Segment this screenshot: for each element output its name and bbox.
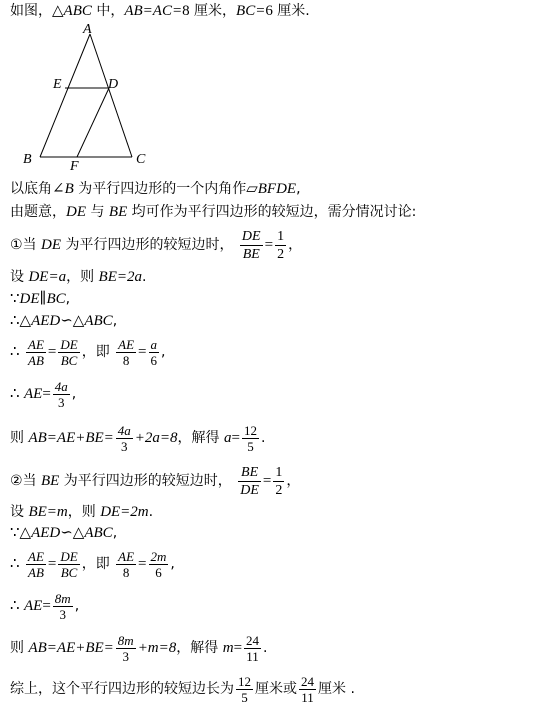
case1-solve [10, 418, 265, 458]
unit-cm-1: 厘米， [189, 3, 237, 19]
comma: ， [286, 473, 301, 489]
ratio-de-be [240, 228, 263, 263]
comma: , [296, 181, 301, 197]
equals: = [231, 430, 240, 446]
value-8: 8 [182, 3, 190, 19]
frac-den: 8 [122, 564, 130, 580]
equals: = [47, 344, 57, 360]
comma: , [170, 556, 175, 572]
because-symbol: ∵ [10, 291, 20, 307]
frac-num: AE [28, 548, 44, 564]
answer-12-5 [242, 423, 259, 454]
text-ji: ，即 [81, 344, 110, 360]
parallelogram-name: BFDE [257, 181, 297, 197]
equals: = [47, 556, 57, 572]
eq-de-2m: DE=2m [100, 504, 149, 520]
construct-line [10, 180, 301, 198]
text-solve: ，解得 [176, 640, 223, 656]
sum-tail: +2a=8 [134, 430, 178, 446]
label-c: C [136, 152, 146, 167]
seg-ae: AE [24, 386, 43, 402]
case2-ae [10, 586, 79, 626]
frac-num: 8m [117, 632, 134, 648]
frac-num: 4a [117, 422, 131, 438]
therefore-symbol: ∴ [10, 386, 20, 402]
frac-num: a [150, 336, 158, 352]
equals: = [262, 473, 272, 489]
text-then: 则 [10, 430, 29, 446]
frac-4a-3 [116, 423, 133, 454]
label-b: B [23, 152, 32, 167]
unit-cm-2: 厘米. [272, 3, 310, 19]
frac-den: 3 [122, 648, 129, 664]
var-m: m [222, 640, 234, 656]
label-f: F [70, 159, 79, 174]
case1-similar [10, 312, 117, 330]
text-head: ①当 [10, 237, 42, 253]
sum-expr: AB=AE+BE= [28, 640, 114, 656]
segment-df [77, 88, 109, 157]
ratio-be-de [238, 464, 261, 499]
frac-den: 5 [241, 689, 248, 705]
frac-den: AB [28, 352, 44, 368]
eq-ab-ac: AB=AC= [124, 3, 183, 19]
case2-solve [10, 628, 267, 668]
frac-den: 6 [150, 352, 158, 368]
text-a: 由题意， [10, 204, 66, 220]
frac-num: DE [60, 548, 78, 564]
triangle-symbol: △ [52, 3, 64, 19]
label-d: D [108, 77, 119, 92]
text-c: 均可作为平行四边形的较短边，需分情况讨论: [127, 204, 417, 220]
therefore-symbol: ∴ [10, 556, 20, 572]
text-summary: 综上，这个平行四边形的较短边长为 [10, 681, 234, 697]
problem-statement [10, 2, 310, 20]
case2-ratios [10, 544, 175, 584]
text-c: 为平行四边形的一个内角作 [73, 181, 247, 197]
comma: , [71, 386, 77, 402]
comma: ， [288, 237, 303, 253]
parallel-de-bc: DE∥BC [19, 291, 66, 307]
frac-ae-ab [26, 549, 46, 580]
frac-num: AE [118, 336, 135, 352]
frac-de-bc [58, 549, 79, 580]
text-set: 设 [10, 504, 29, 520]
similar-triangles: △AED∽△ABC [19, 525, 113, 541]
comma: , [112, 313, 118, 329]
label-e: E [53, 77, 62, 92]
frac-num: 1 [277, 228, 285, 244]
frac-de-bc [58, 337, 79, 368]
equals: = [233, 640, 243, 656]
frac-4a-3 [53, 379, 70, 410]
frac-den: 11 [301, 689, 314, 705]
equals: = [264, 237, 274, 253]
seg-be: BE [108, 204, 128, 220]
frac-num: 2m [150, 548, 167, 564]
therefore-symbol: ∴ [10, 313, 20, 329]
period: . [148, 504, 154, 520]
frac-num: 12 [238, 673, 251, 689]
answer-24-11 [244, 633, 261, 664]
therefore-symbol: ∴ [10, 598, 20, 614]
equals: = [42, 598, 51, 614]
comma: , [65, 291, 71, 307]
text-b: 与 [86, 204, 109, 220]
text-then: 则 [10, 640, 29, 656]
eq-de-a: DE=a [28, 269, 67, 285]
comma: , [112, 525, 118, 541]
frac-den: 11 [246, 648, 259, 664]
triangle-figure [20, 24, 160, 174]
text-a: 以底角 [10, 181, 52, 197]
text-ji: ，即 [81, 556, 110, 572]
case1-head [10, 224, 302, 266]
text-intro: 如图， [10, 3, 52, 19]
frac-ae-8 [116, 337, 136, 368]
frac-ae-8 [116, 549, 136, 580]
parallelogram-symbol: ▱ [246, 181, 258, 197]
case1-ratios [10, 332, 165, 372]
frac-den: 3 [59, 606, 66, 622]
frac-den: 2 [277, 246, 285, 262]
eq-be-m: BE=m [28, 504, 68, 520]
frac-den: BE [242, 246, 260, 262]
frac-den: DE [240, 482, 259, 498]
case2-let [10, 503, 153, 521]
ratio-half [273, 464, 284, 499]
equals: = [138, 344, 147, 360]
frac-num: 4a [54, 378, 68, 394]
frac-8m-3 [53, 591, 73, 622]
case2-because [10, 524, 117, 542]
frac-den: 3 [121, 438, 128, 454]
period: . [260, 430, 266, 446]
var-a: a [224, 430, 232, 446]
frac-den: AB [28, 564, 44, 580]
answer-12-5 [236, 674, 253, 705]
because-symbol: ∵ [10, 525, 20, 541]
eq-bc: BC= [236, 3, 266, 19]
comma: , [74, 598, 80, 614]
seg-ae: AE [24, 598, 43, 614]
frac-num: 24 [301, 673, 314, 689]
side-ac [90, 34, 132, 157]
equals: = [138, 556, 147, 572]
text-solve: ，解得 [177, 430, 224, 446]
frac-num: BE [238, 464, 261, 482]
sum-expr: AB=AE+BE= [28, 430, 114, 446]
text-head: ②当 [10, 473, 42, 489]
text-zhong: 中， [91, 3, 125, 19]
frac-den: 8 [122, 352, 130, 368]
frac-den: BC [60, 352, 78, 368]
frac-8m-3 [116, 633, 136, 664]
frac-den: 3 [58, 394, 65, 410]
frac-num: 24 [246, 632, 260, 648]
answer-24-11 [299, 674, 316, 705]
seg-be: BE [41, 473, 60, 489]
frac-ae-ab [26, 337, 46, 368]
comma: , [161, 344, 166, 360]
case2-head [10, 460, 300, 502]
frac-den: 2 [275, 482, 283, 498]
conclusion [10, 670, 355, 708]
tri-abc: ABC [63, 3, 92, 19]
frac-num: 1 [275, 464, 283, 480]
frac-num: 12 [243, 422, 257, 438]
therefore-symbol: ∴ [10, 344, 20, 360]
case1-let [10, 268, 146, 286]
text-mid: 为平行四边形的较短边时， [61, 237, 234, 253]
side-ab [40, 34, 90, 157]
discussion-line [10, 203, 416, 221]
label-a: A [83, 24, 92, 37]
angle-b: B [64, 181, 74, 197]
frac-a-6 [149, 337, 160, 368]
frac-num: AE [28, 336, 44, 352]
equals: = [42, 386, 51, 402]
unit-cm-end: 厘米 . [318, 681, 355, 697]
seg-de: DE [66, 204, 86, 220]
frac-num: DE [241, 228, 261, 244]
frac-den: BC [60, 564, 78, 580]
period: . [263, 640, 268, 656]
case1-ae [10, 374, 76, 414]
frac-num: 8m [54, 590, 71, 606]
text-set: 设 [10, 269, 29, 285]
case1-because [10, 290, 70, 308]
frac-num: AE [118, 548, 135, 564]
seg-de: DE [41, 237, 62, 253]
frac-num: DE [60, 336, 78, 352]
text-then: ，则 [67, 504, 101, 520]
eq-be-2a: BE=2a [98, 269, 142, 285]
value-6: 6 [265, 3, 273, 19]
frac-2m-6 [149, 549, 169, 580]
frac-den: 6 [155, 564, 162, 580]
sum-tail: +m=8 [137, 640, 177, 656]
text-or: 厘米或 [255, 681, 297, 697]
text-mid: 为平行四边形的较短边时， [59, 473, 232, 489]
text-then: ，则 [66, 269, 99, 285]
angle-symbol: ∠ [52, 181, 65, 197]
frac-den: 5 [247, 438, 254, 454]
period: . [141, 269, 147, 285]
similar-triangles: △AED∽△ABC [19, 313, 113, 329]
ratio-half [275, 228, 286, 263]
